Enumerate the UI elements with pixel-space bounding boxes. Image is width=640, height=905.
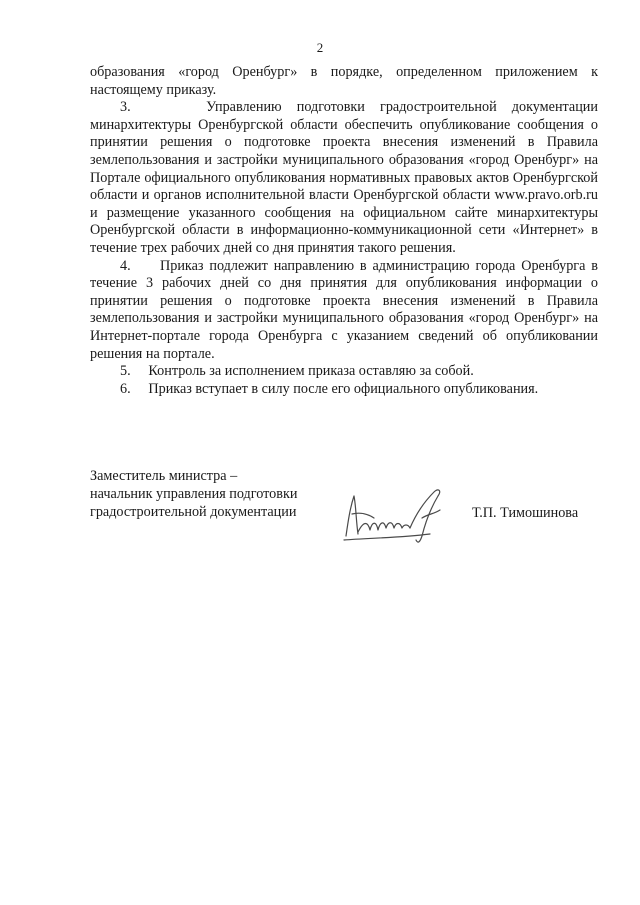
paragraph-continuation: образования «город Оренбург» в порядке, определенном приложением к настоящему приказу. [90, 64, 598, 98]
page-number: 2 [316, 40, 324, 55]
paragraph-item-4: 4. Приказ подлежит направлению в администрацию города Оренбурга в течение 3 рабочих дней со дня принятия для опубликования информации о принятии решения о подготовке проекта внесения изменений в Правила землепользования и застройки муниципального образования «город Оренбург» на Интернет-портале города Оренбурга с указанием сведений об опубликовании решения на портале. [90, 257, 598, 362]
signer-name: Т.П. Тимошинова [472, 505, 579, 521]
signer-position-line: начальник управления подготовки [90, 485, 298, 502]
signature-block [90, 468, 610, 548]
paragraph-item-5: 5. Контроль за исполнением приказа оставляю за собой. [120, 363, 474, 380]
signer-position-line: градостроительной документации [90, 503, 297, 520]
paragraph-item-6: 6. Приказ вступает в силу после его официального опубликования. [120, 380, 539, 397]
document-body [90, 64, 598, 398]
paragraph-item-3: 3. Управлению подготовки градостроительной документации минархитектуры Оренбургской области обеспечить опубликование сообщения о принятии решения о подготовке проекта внесения изменений в Правила землепользования и застройки муниципального образования «город Оренбург» на Портале официального опубликования нормативных правовых актов Оренбургской области и органов исполнительной власти Оренбургской области www.pravo.orb.ru и размещение указанного сообщения на официальном сайте минархитектуры Оренбургской области в информационно-коммуникационной сети «Интернет» в течение трех рабочих дней со дня принятия такого решения. [90, 99, 598, 256]
handwritten-signature [338, 484, 458, 548]
signer-position-line: Заместитель министра – [90, 468, 238, 484]
signer-position [90, 468, 330, 521]
